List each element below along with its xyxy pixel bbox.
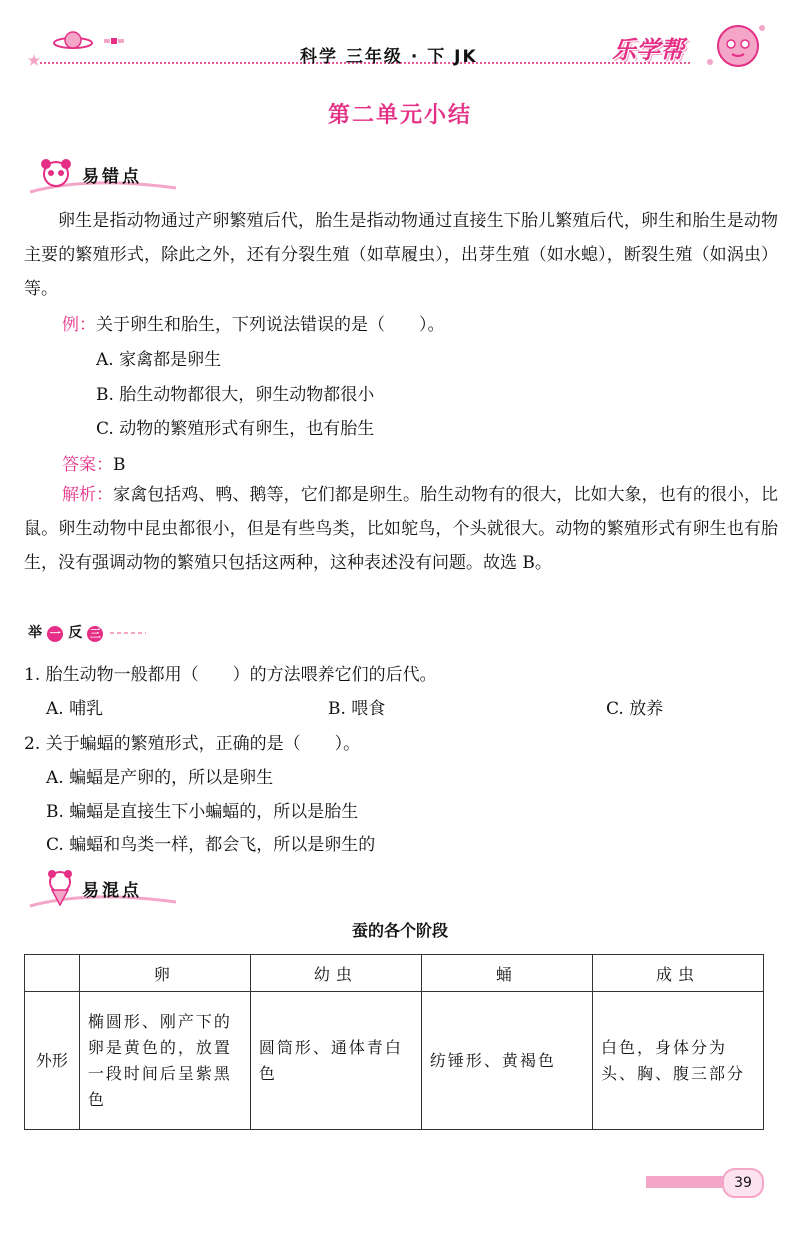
section-heading-label: 易错点: [82, 167, 142, 187]
page-number: 39: [722, 1168, 764, 1198]
practice-char-3: 反: [68, 625, 83, 641]
analysis-label: 解析：: [62, 485, 114, 505]
table-header-egg: 卵: [79, 955, 250, 992]
silkworm-stages-table: [24, 954, 764, 1130]
page-number-bar: [646, 1176, 726, 1188]
analysis-paragraph: [24, 478, 778, 580]
section-heading-errors: [28, 156, 188, 196]
table-header-corner: [25, 955, 80, 992]
table-row: [25, 992, 764, 1130]
example-question: 关于卵生和胎生，下列说法错误的是（ ）。: [96, 315, 445, 335]
intro-paragraph: 卵生是指动物通过产卵繁殖后代，胎生是指动物通过直接生下胎儿繁殖后代，卵生和胎生是动物主要的繁殖形式，除此之外，还有分裂生殖（如草履虫），出芽生殖（如水螅），断裂生殖（如涡虫）等。: [24, 211, 778, 299]
practice-char-2: 一: [47, 626, 63, 642]
dash-decoration-icon: [108, 628, 148, 638]
row-label: 外形: [25, 992, 80, 1130]
question-2: 2. 关于蝙蝠的繁殖形式，正确的是（ ）。: [24, 734, 361, 754]
brand-logo: 乐学帮: [612, 36, 684, 64]
q1-option-c: C. 放养: [606, 699, 664, 719]
unit-title: 第二单元小结: [327, 103, 472, 128]
table-header-row: [25, 955, 764, 992]
example-label: 例：: [62, 315, 96, 335]
section-heading-confusions: [28, 870, 188, 910]
mascot-icon: [700, 18, 770, 74]
q2-option-c: C. 蝙蝠和鸟类一样，都会飞，所以是卵生的: [46, 835, 376, 855]
answer-value: B: [113, 455, 126, 475]
example-line: [62, 310, 445, 335]
table-header-pupa: 蛹: [421, 955, 592, 992]
header-title: 科学 三年级 · 下 JK: [300, 47, 478, 67]
icecream-panda-icon: [42, 870, 78, 906]
option-b: B. 胎生动物都很大，卵生动物都很小: [96, 385, 375, 405]
table-cell-larva: 圆筒形、通体青白色: [250, 992, 421, 1130]
q2-option-b: B. 蝙蝠是直接生下小蝙蝠的，所以是胎生: [46, 802, 359, 822]
question-1: 1. 胎生动物一般都用（ ）的方法喂养它们的后代。: [24, 665, 437, 685]
table-title: 蚕的各个阶段: [351, 921, 448, 940]
analysis-text: 家禽包括鸡、鸭、鹅等，它们都是卵生。胎生动物有的很大，比如大象，也有的很小，比鼠。卵生动物中昆虫都很小，但是有些鸟类，比如鸵鸟，个头就很大。动物的繁殖形式有卵生也有胎生，没有强调动物的繁殖只包括这两种，这种表述没有问题。故选 B。: [24, 485, 779, 573]
table-cell-adult: 白色，身体分为头、胸、腹三部分: [592, 992, 763, 1130]
satellite-icon: [104, 34, 124, 48]
option-c: C. 动物的繁殖形式有卵生，也有胎生: [96, 419, 375, 439]
table-cell-pupa: 纺锤形、黄褐色: [421, 992, 592, 1130]
practice-banner: [28, 622, 148, 646]
option-a: A. 家禽都是卵生: [96, 350, 222, 370]
table-header-larva: 幼虫: [250, 955, 421, 992]
answer-line: [62, 450, 126, 475]
table-header-adult: 成虫: [592, 955, 763, 992]
answer-label: 答案：: [62, 455, 113, 475]
section-heading-label: 易混点: [82, 881, 142, 901]
star-icon: [28, 54, 40, 66]
table-cell-egg: 椭圆形、刚产下的卵是黄色的，放置一段时间后呈紫黑色: [79, 992, 250, 1130]
planet-icon: [52, 28, 94, 54]
panda-icon: [34, 158, 78, 188]
q1-option-a: A. 哺乳: [46, 699, 104, 719]
practice-char-4: 三: [87, 626, 103, 642]
q2-option-a: A. 蝙蝠是产卵的，所以是卵生: [46, 768, 274, 788]
page-header: [0, 0, 800, 80]
q1-option-b: B. 喂食: [328, 699, 386, 719]
practice-char-1: 举: [28, 625, 42, 641]
